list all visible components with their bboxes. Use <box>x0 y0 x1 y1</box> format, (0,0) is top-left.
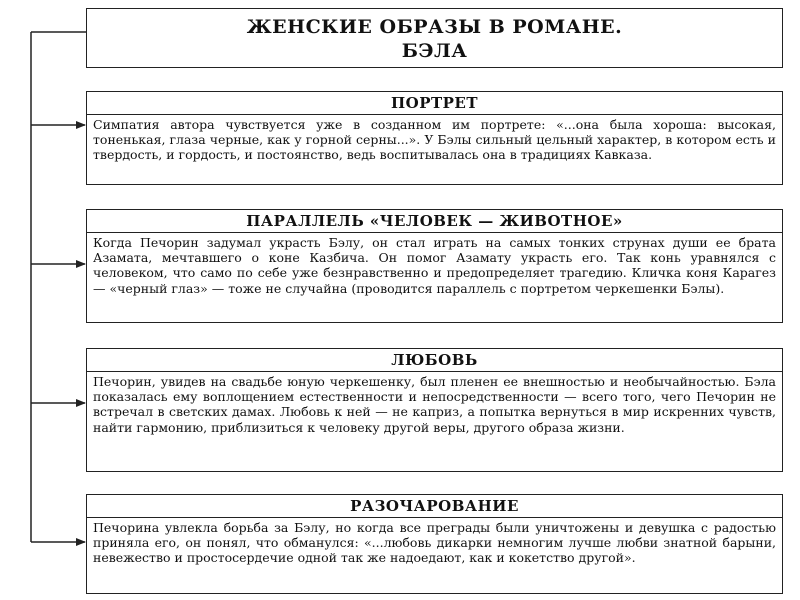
block-text: Симпатия автора чувствуется уже в созданном им портрете: «...она была хороша: высокая, тоненькая, глаза черные, как у горной серны...». У Бэлы сильный цельный характер, в котором есть и твердость, и гордость, и постоянство, ведь воспитывалась она в традициях Кавказа. <box>93 117 776 163</box>
title-line-2: БЭЛА <box>401 40 468 62</box>
title-box <box>86 8 783 68</box>
block-heading: ПОРТРЕТ <box>87 92 782 115</box>
block-disappointment <box>86 494 783 594</box>
block-portrait <box>86 91 783 185</box>
block-parallel <box>86 209 783 323</box>
block-love <box>86 348 783 472</box>
block-text: Когда Печорин задумал украсть Бэлу, он стал играть на самых тонких струнах души ее брата Азамата, мечтавшего о коне Казбича. Он помог Азамату украсть его. Так конь уравнялся с человеком, что само по себе уже безнравственно и предопределяет трагедию. Кличка коня Карагез — «черный глаз» — тоже не случайна (проводится параллель с портретом черкешенки Бэлы). <box>93 235 776 296</box>
title-line-1: ЖЕНСКИЕ ОБРАЗЫ В РОМАНЕ. <box>246 16 623 38</box>
block-text: Печорин, увидев на свадьбе юную черкешенку, был пленен ее внешностью и необычайностью. Бэла показалась ему воплощением естественности и непосредственности — всего того, чего Печорин не встречал в светских дамах. Любовь к ней — не каприз, а попытка вернуться в мир искренних чувств, найти гармонию, приблизиться к человеку другой веры, другого образа жизни. <box>93 374 776 435</box>
block-text: Печорина увлекла борьба за Бэлу, но когда все преграды были уничтожены и девушка с радостью приняла его, он понял, что обманулся: «...любовь дикарки немногим лучше любви знатной барыни, невежество и простосердечие одной так же надоедают, как и кокетство другой». <box>93 520 776 566</box>
block-heading: ЛЮБОВЬ <box>87 349 782 372</box>
block-heading: РАЗОЧАРОВАНИЕ <box>87 495 782 518</box>
block-heading: ПАРАЛЛЕЛЬ «ЧЕЛОВЕК — ЖИВОТНОЕ» <box>87 210 782 233</box>
